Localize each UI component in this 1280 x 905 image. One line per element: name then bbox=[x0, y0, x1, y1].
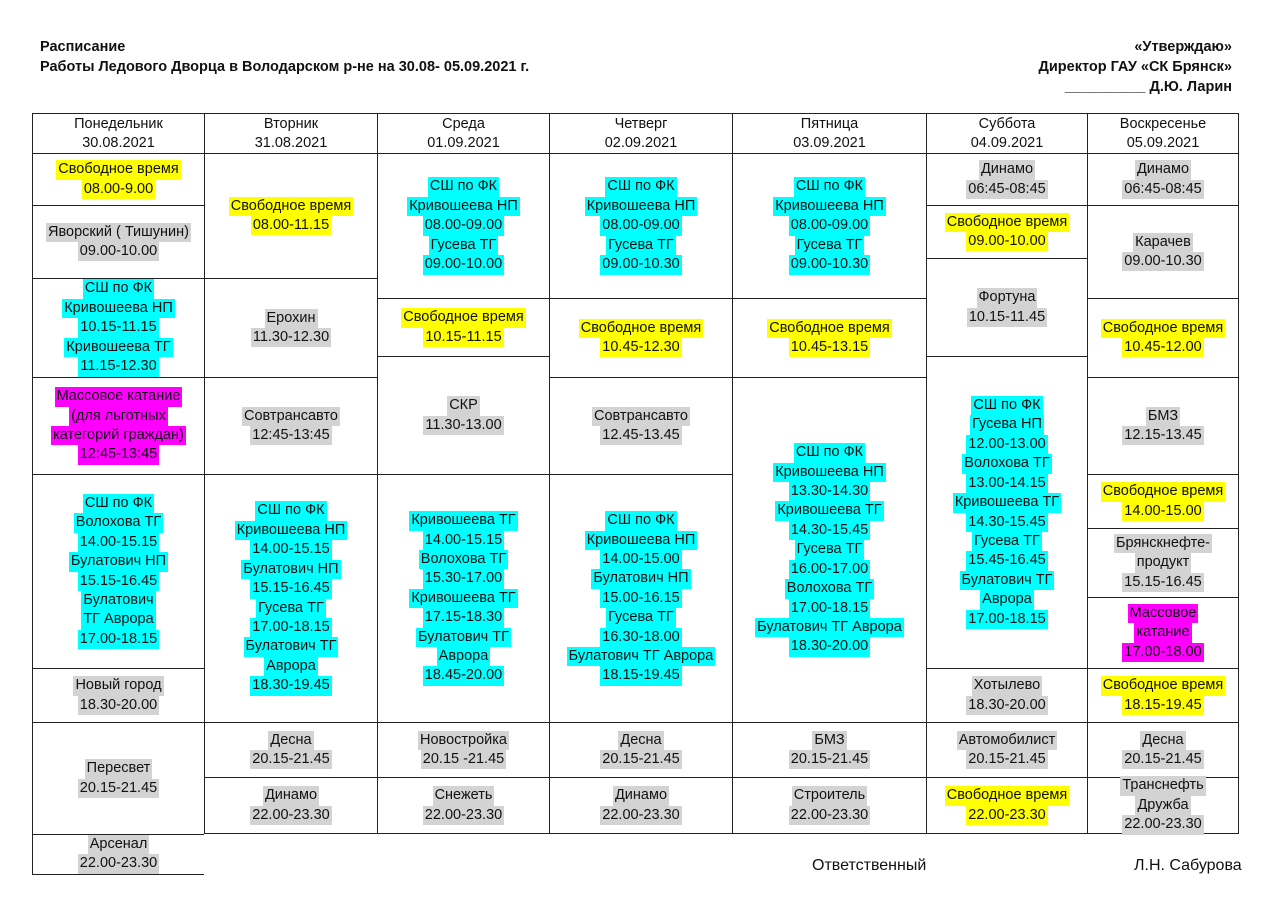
schedule-line: 15.30-17.00 bbox=[423, 569, 504, 588]
schedule-line: 09.00-10.00 bbox=[78, 242, 159, 261]
schedule-line: Свободное время bbox=[401, 308, 525, 327]
schedule-line: 18.15-19.45 bbox=[600, 666, 681, 685]
schedule-cell bbox=[1087, 668, 1239, 722]
schedule-line: 06:45-08:45 bbox=[1122, 180, 1203, 199]
day-name: Вторник bbox=[263, 115, 319, 132]
schedule-line: (для льготных bbox=[69, 407, 168, 426]
schedule-line: 17.00-18.15 bbox=[78, 630, 159, 649]
schedule-line: СШ по ФК bbox=[794, 443, 865, 462]
schedule-cell bbox=[32, 474, 204, 668]
schedule-line: Кривошеева НП bbox=[407, 197, 520, 216]
schedule-cell bbox=[732, 722, 926, 777]
schedule-line: Арсенал bbox=[88, 835, 150, 854]
day-column bbox=[926, 113, 1087, 834]
schedule-line: Динамо bbox=[1135, 160, 1191, 179]
schedule-cell bbox=[1087, 474, 1239, 528]
schedule-line: 20.15-21.45 bbox=[78, 779, 159, 798]
day-date: 03.09.2021 bbox=[793, 134, 866, 151]
schedule-cell bbox=[32, 278, 204, 377]
schedule-cell bbox=[732, 377, 926, 722]
schedule-line: 15.45-16.45 bbox=[966, 551, 1047, 570]
schedule-cell bbox=[204, 777, 377, 834]
schedule-line: Кривошеева НП bbox=[773, 197, 886, 216]
schedule-line: Свободное время bbox=[56, 160, 180, 179]
schedule-cell bbox=[926, 153, 1087, 205]
schedule-line: Кривошеева ТГ bbox=[64, 338, 172, 357]
schedule-cell bbox=[926, 356, 1087, 668]
schedule-title bbox=[40, 37, 529, 77]
schedule-line: Свободное время bbox=[229, 197, 353, 216]
schedule-line: Волохова ТГ bbox=[419, 550, 508, 569]
schedule-cell bbox=[1087, 298, 1239, 377]
schedule-line: Массовое bbox=[1128, 604, 1199, 623]
schedule-cell bbox=[204, 278, 377, 377]
schedule-line: 09.00-10.00 bbox=[966, 232, 1047, 251]
day-column bbox=[1087, 113, 1239, 834]
title-line-2: Работы Ледового Дворца в Володарском р-не на 30.08- 05.09.2021 г. bbox=[40, 59, 530, 75]
schedule-line: 22.00-23.30 bbox=[600, 806, 681, 825]
schedule-line: 10.45-13.15 bbox=[789, 338, 870, 357]
day-name: Понедельник bbox=[74, 115, 163, 132]
approve-line-1: «Утверждаю» bbox=[1134, 39, 1232, 55]
responsible-name: Л.Н. Сабурова bbox=[1134, 857, 1242, 874]
day-header bbox=[926, 113, 1087, 153]
schedule-line: 08.00-09.00 bbox=[789, 216, 870, 235]
schedule-line: Кривошеева НП bbox=[62, 299, 175, 318]
schedule-line: Ерохин bbox=[265, 309, 318, 328]
schedule-line: Фортуна bbox=[977, 288, 1038, 307]
schedule-line: 17.00-18.15 bbox=[250, 618, 331, 637]
schedule-line: СШ по ФК bbox=[605, 511, 676, 530]
schedule-line: Строитель bbox=[792, 786, 867, 805]
day-name: Воскресенье bbox=[1119, 115, 1207, 132]
schedule-line: Автомобилист bbox=[957, 731, 1058, 750]
schedule-line: 18.30-20.00 bbox=[966, 696, 1047, 715]
schedule-line: 08.00-09.00 bbox=[600, 216, 681, 235]
schedule-line: катание bbox=[1134, 623, 1191, 642]
schedule-line: 10.15-11.15 bbox=[78, 318, 158, 337]
schedule-line: 15.15-16.45 bbox=[78, 572, 159, 591]
schedule-line: Брянскнефте- bbox=[1114, 534, 1212, 553]
schedule-line: ТГ Аврора bbox=[81, 610, 155, 629]
schedule-line: продукт bbox=[1135, 553, 1192, 572]
day-column bbox=[32, 113, 204, 872]
schedule-cell bbox=[377, 777, 549, 834]
schedule-line: 20.15-21.45 bbox=[600, 750, 681, 769]
schedule-line: Кривошеева НП bbox=[585, 531, 698, 550]
schedule-cell bbox=[32, 377, 204, 474]
schedule-line: 08.00-9.00 bbox=[82, 180, 155, 199]
schedule-cell bbox=[1087, 597, 1239, 668]
schedule-line: Динамо bbox=[979, 160, 1035, 179]
schedule-line: Свободное время bbox=[579, 319, 703, 338]
schedule-line: Кривошеева НП bbox=[585, 197, 698, 216]
schedule-line: БМЗ bbox=[812, 731, 846, 750]
schedule-line: Десна bbox=[268, 731, 313, 750]
schedule-cell bbox=[1087, 777, 1239, 834]
schedule-line: Гусева ТГ bbox=[256, 599, 326, 618]
schedule-line: Волохова ТГ bbox=[785, 579, 874, 598]
schedule-cell bbox=[549, 153, 732, 298]
schedule-line: 08.00-11.15 bbox=[251, 216, 331, 235]
schedule-line: Булатович ТГ bbox=[244, 637, 339, 656]
day-header bbox=[732, 113, 926, 153]
schedule-cell bbox=[377, 356, 549, 474]
schedule-line: 09.00-10.00 bbox=[423, 255, 504, 274]
schedule-line: 22.00-23.30 bbox=[1122, 815, 1203, 834]
schedule-line: 08.00-09.00 bbox=[423, 216, 504, 235]
schedule-line: 10.15-11.15 bbox=[423, 328, 503, 347]
day-column bbox=[732, 113, 926, 834]
schedule-line: Хотылево bbox=[972, 676, 1042, 695]
schedule-line: 14.30-15.45 bbox=[789, 521, 870, 540]
schedule-line: 18.30-20.00 bbox=[789, 637, 870, 656]
schedule-line: 20.15-21.45 bbox=[250, 750, 331, 769]
day-header bbox=[204, 113, 377, 153]
schedule-line: 22.00-23.30 bbox=[78, 854, 159, 873]
schedule-cell bbox=[1087, 205, 1239, 298]
schedule-line: 17.00-18.15 bbox=[966, 610, 1047, 629]
day-column bbox=[377, 113, 549, 834]
schedule-line: Динамо bbox=[613, 786, 669, 805]
schedule-line: Новый город bbox=[73, 676, 163, 695]
schedule-line: 20.15-21.45 bbox=[1122, 750, 1203, 769]
schedule-cell bbox=[377, 474, 549, 722]
schedule-line: 14.30-15.45 bbox=[966, 513, 1047, 532]
schedule-line: Булатович ТГ Аврора bbox=[567, 647, 716, 666]
schedule-cell bbox=[549, 474, 732, 722]
schedule-line: 11.30-12.30 bbox=[251, 328, 331, 347]
day-name: Суббота bbox=[978, 115, 1036, 132]
schedule-cell bbox=[377, 298, 549, 356]
schedule-line: 20.15-21.45 bbox=[789, 750, 870, 769]
schedule-line: Свободное время bbox=[1101, 676, 1225, 695]
schedule-line: Булатович ТГ Аврора bbox=[755, 618, 904, 637]
schedule-line: Кривошеева ТГ bbox=[409, 589, 517, 608]
schedule-line: 17.00-18.00 bbox=[1122, 643, 1203, 662]
schedule-cell bbox=[377, 722, 549, 777]
day-column bbox=[549, 113, 732, 834]
schedule-line: СКР bbox=[447, 396, 480, 415]
schedule-cell bbox=[1087, 722, 1239, 777]
schedule-line: Булатович НП bbox=[69, 552, 168, 571]
schedule-line: 17.00-18.15 bbox=[789, 599, 870, 618]
schedule-line: 18.30-20.00 bbox=[78, 696, 159, 715]
schedule-line: Свободное время bbox=[1101, 482, 1225, 501]
schedule-line: СШ по ФК bbox=[428, 177, 499, 196]
schedule-line: Гусева ТГ bbox=[795, 540, 865, 559]
schedule-line: 12.15-13.45 bbox=[1122, 426, 1203, 445]
schedule-line: 13.30-14.30 bbox=[789, 482, 870, 501]
day-date: 02.09.2021 bbox=[604, 134, 678, 151]
schedule-line: 14.00-15.15 bbox=[250, 540, 331, 559]
schedule-line: категорий граждан) bbox=[51, 426, 186, 445]
schedule-line: Кривошеева НП bbox=[235, 521, 348, 540]
schedule-line: 17.15-18.30 bbox=[423, 608, 504, 627]
schedule-line: 20.15-21.45 bbox=[966, 750, 1047, 769]
schedule-cell bbox=[1087, 528, 1239, 597]
schedule-cell bbox=[32, 153, 204, 205]
schedule-line: Дружба bbox=[1135, 796, 1190, 815]
schedule-line: Совтрансавто bbox=[242, 407, 340, 426]
schedule-cell bbox=[732, 153, 926, 298]
schedule-line: Булатович ТГ bbox=[960, 571, 1055, 590]
schedule-line: 15.00-16.15 bbox=[600, 589, 681, 608]
schedule-line: Булатович НП bbox=[241, 560, 340, 579]
day-name: Пятница bbox=[800, 115, 859, 132]
schedule-line: Массовое катание bbox=[55, 387, 183, 406]
schedule-line: 14.00-15.00 bbox=[1122, 502, 1203, 521]
schedule-line: СШ по ФК bbox=[605, 177, 676, 196]
schedule-cell bbox=[32, 205, 204, 278]
schedule-line: 13.00-14.15 bbox=[966, 474, 1047, 493]
responsible-label: Ответственный bbox=[812, 857, 927, 874]
schedule-line: 22.00-23.30 bbox=[423, 806, 504, 825]
schedule-line: 12.45-13.45 bbox=[600, 426, 681, 445]
day-date: 04.09.2021 bbox=[970, 134, 1044, 151]
day-header bbox=[1087, 113, 1239, 153]
approval-block bbox=[1039, 37, 1232, 97]
schedule-line: Гусева ТГ bbox=[795, 236, 865, 255]
schedule-line: 12:45-13:45 bbox=[250, 426, 331, 445]
schedule-line: Аврора bbox=[980, 590, 1034, 609]
schedule-line: Гусева ТГ bbox=[606, 236, 676, 255]
schedule-line: Волохова ТГ bbox=[962, 454, 1051, 473]
schedule-cell bbox=[926, 205, 1087, 258]
schedule-line: Булатович НП bbox=[591, 569, 690, 588]
day-date: 01.09.2021 bbox=[427, 134, 500, 151]
day-header bbox=[549, 113, 732, 153]
schedule-line: СШ по ФК bbox=[255, 501, 326, 520]
schedule-line: Карачев bbox=[1133, 233, 1193, 252]
schedule-cell bbox=[32, 834, 204, 875]
day-header bbox=[377, 113, 549, 153]
schedule-cell bbox=[926, 668, 1087, 722]
schedule-line: 15.15-16.45 bbox=[1122, 573, 1203, 592]
schedule-cell bbox=[549, 377, 732, 474]
schedule-line: Волохова ТГ bbox=[74, 513, 163, 532]
approve-line-2: Директор ГАУ «СК Брянск» bbox=[1038, 59, 1232, 75]
schedule-line: Свободное время bbox=[1101, 319, 1225, 338]
schedule-line: Свободное время bbox=[945, 786, 1069, 805]
schedule-cell bbox=[926, 258, 1087, 356]
schedule-line: Булатович ТГ bbox=[416, 628, 511, 647]
schedule-line: Аврора bbox=[264, 657, 318, 676]
schedule-line: 09.00-10.30 bbox=[1122, 252, 1203, 271]
schedule-line: 10.15-11.45 bbox=[967, 308, 1047, 327]
schedule-line: 16.30-18.00 bbox=[600, 628, 681, 647]
title-line-1: Расписание bbox=[40, 39, 126, 55]
schedule-line: СШ по ФК bbox=[794, 177, 865, 196]
schedule-line: Динамо bbox=[263, 786, 319, 805]
day-name: Четверг bbox=[614, 115, 668, 132]
schedule-line: Кривошеева ТГ bbox=[953, 493, 1061, 512]
schedule-cell bbox=[549, 777, 732, 834]
schedule-cell bbox=[732, 298, 926, 377]
day-header bbox=[32, 113, 204, 153]
schedule-line: 06:45-08:45 bbox=[966, 180, 1047, 199]
schedule-line: СШ по ФК bbox=[83, 494, 154, 513]
day-name: Среда bbox=[442, 115, 485, 132]
schedule-line: Гусева НП bbox=[970, 415, 1044, 434]
schedule-line: Гусева ТГ bbox=[972, 532, 1042, 551]
schedule-line: 09.00-10.30 bbox=[600, 255, 681, 274]
schedule-line: 12.00-13.00 bbox=[966, 435, 1047, 454]
schedule-line: СШ по ФК bbox=[971, 396, 1042, 415]
approve-line-3: __________ Д.Ю. Ларин bbox=[1064, 79, 1232, 95]
schedule-line: Транснефть bbox=[1120, 776, 1205, 795]
schedule-line: СШ по ФК bbox=[83, 279, 154, 298]
schedule-line: 10.45-12.30 bbox=[600, 338, 681, 357]
schedule-cell bbox=[204, 722, 377, 777]
day-date: 05.09.2021 bbox=[1126, 134, 1200, 151]
schedule-line: 18.30-19.45 bbox=[250, 676, 331, 695]
schedule-line: 20.15 -21.45 bbox=[421, 750, 506, 769]
schedule-cell bbox=[1087, 377, 1239, 474]
day-date: 31.08.2021 bbox=[254, 134, 328, 151]
schedule-line: Десна bbox=[618, 731, 663, 750]
day-date: 30.08.2021 bbox=[82, 134, 155, 151]
schedule-line: Новостройка bbox=[418, 731, 509, 750]
schedule-cell bbox=[204, 377, 377, 474]
schedule-cell bbox=[549, 298, 732, 377]
schedule-line: 22.00-23.30 bbox=[789, 806, 870, 825]
schedule-line: 14.00-15.15 bbox=[423, 531, 504, 550]
schedule-cell bbox=[377, 153, 549, 298]
schedule-line: Снежеть bbox=[433, 786, 495, 805]
day-column bbox=[204, 113, 377, 834]
schedule-line: 15.15-16.45 bbox=[250, 579, 331, 598]
schedule-cell bbox=[204, 474, 377, 722]
schedule-line: 14.00-15.00 bbox=[600, 550, 681, 569]
schedule-cell bbox=[732, 777, 926, 834]
schedule-cell bbox=[926, 777, 1087, 834]
schedule-cell bbox=[204, 153, 377, 278]
schedule-line: Аврора bbox=[437, 647, 491, 666]
schedule-line: Кривошеева ТГ bbox=[409, 511, 517, 530]
schedule-line: Гусева ТГ bbox=[429, 236, 499, 255]
schedule-cell bbox=[32, 722, 204, 834]
schedule-line: Гусева ТГ bbox=[606, 608, 676, 627]
schedule-cell bbox=[549, 722, 732, 777]
schedule-line: 10.45-12.00 bbox=[1122, 338, 1203, 357]
schedule-line: Кривошеева НП bbox=[773, 463, 886, 482]
schedule-line: Свободное время bbox=[945, 213, 1069, 232]
schedule-line: 18.45-20.00 bbox=[423, 666, 504, 685]
schedule-line: 11.30-13.00 bbox=[423, 416, 503, 435]
schedule-line: 09.00-10.30 bbox=[789, 255, 870, 274]
schedule-line: 14.00-15.15 bbox=[78, 533, 159, 552]
schedule-cell bbox=[1087, 153, 1239, 205]
schedule-line: Яворский ( Тишунин) bbox=[46, 223, 191, 242]
schedule-cell bbox=[32, 668, 204, 722]
schedule-line: Пересвет bbox=[85, 759, 153, 778]
schedule-line: 11.15-12.30 bbox=[78, 357, 158, 376]
schedule-line: 16.00-17.00 bbox=[789, 560, 870, 579]
schedule-line: Свободное время bbox=[767, 319, 891, 338]
schedule-line: 12:45-13:45 bbox=[78, 445, 159, 464]
schedule-line: Десна bbox=[1140, 731, 1185, 750]
schedule-line: Кривошеева ТГ bbox=[775, 501, 883, 520]
schedule-line: Булатович bbox=[81, 591, 155, 610]
schedule-line: Совтрансавто bbox=[592, 407, 690, 426]
schedule-line: БМЗ bbox=[1146, 407, 1180, 426]
schedule-cell bbox=[926, 722, 1087, 777]
schedule-line: 18.15-19.45 bbox=[1122, 696, 1203, 715]
schedule-line: 22.00-23.30 bbox=[966, 806, 1047, 825]
schedule-line: 22.00-23.30 bbox=[250, 806, 331, 825]
